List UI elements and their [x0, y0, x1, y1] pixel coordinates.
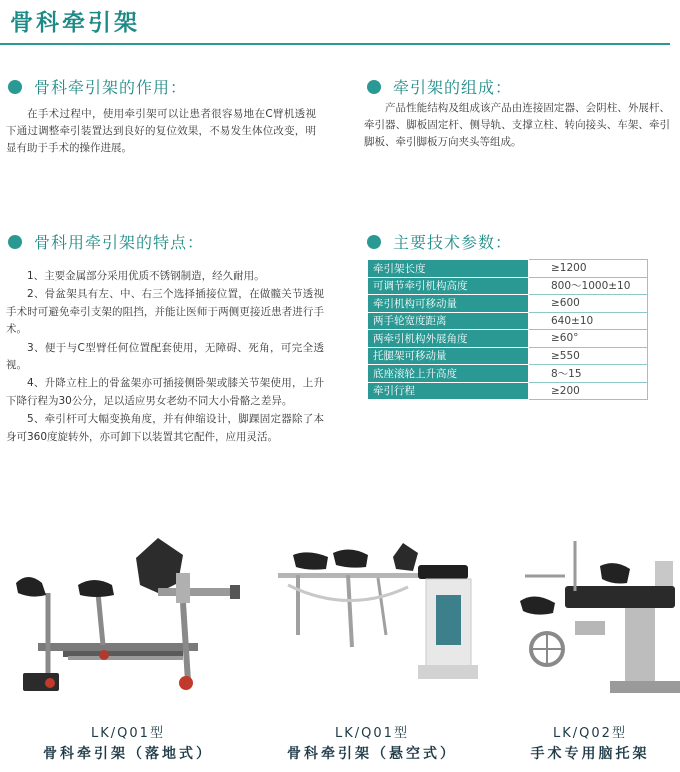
table-row: [368, 260, 648, 278]
product-model: LK/Q01型: [91, 726, 165, 741]
section-composition-text-block: [364, 100, 670, 151]
section-function-text-block: [6, 106, 316, 157]
traction-frame-floor-image: [8, 533, 248, 698]
traction-frame-suspended-image: [268, 535, 478, 690]
product-model: LK/Q01型: [335, 726, 409, 741]
spec-label: 牵引架长度: [368, 260, 529, 278]
product-name: 手术专用脑托架: [530, 746, 650, 762]
table-row: [368, 330, 648, 348]
section-specs-heading: [367, 230, 512, 253]
title-divider: [0, 43, 670, 45]
section-features-title: 骨科用牵引架的特点：: [34, 233, 205, 252]
section-composition-text: 产品性能结构及组成该产品由连接固定器、会阴柱、外展杆、牵引器、脚板固定杆、侧导轨、支撑立柱、转向接头、车架、牵引脚板、牵引脚板万向夹头等组成。: [364, 102, 670, 148]
spec-label: 牵引机构可移动量: [368, 295, 529, 313]
section-function-title: 骨科牵引架的作用：: [34, 78, 188, 97]
bullet-dot-icon: [367, 235, 381, 249]
spec-value: ≥550: [529, 347, 648, 365]
spec-table: [367, 259, 648, 400]
spec-value: ≥60°: [529, 330, 648, 348]
section-specs-title: 主要技术参数：: [393, 233, 513, 252]
bullet-dot-icon: [367, 80, 381, 94]
table-row: [368, 382, 648, 400]
spec-value: ≥600: [529, 295, 648, 313]
spec-value: 640±10: [529, 312, 648, 330]
list-item: 2、骨盆架具有左、中、右三个选择插接位置，在做髋关节透视手术时可避免牵引支架的阻挡，并能让医师于两侧更接近患者进行手术。: [6, 288, 324, 336]
product-gallery: [0, 525, 680, 715]
product-caption-1: [8, 722, 248, 763]
product-name: 骨科牵引架（落地式）: [43, 746, 213, 762]
spec-label: 可调节牵引机构高度: [368, 277, 529, 295]
spec-label: 托腿架可移动量: [368, 347, 529, 365]
list-item: 1、主要金属部分采用优质不锈钢制造，经久耐用。: [27, 270, 265, 282]
section-features-heading: [8, 230, 204, 253]
spec-label: 底座滚轮上升高度: [368, 365, 529, 383]
table-row: [368, 365, 648, 383]
spec-value: ≥200: [529, 382, 648, 400]
list-item: 3、便于与C型臂任何位置配套使用，无障碍、死角，可完全透视。: [6, 341, 324, 372]
section-composition-heading: [367, 75, 512, 98]
features-list: [6, 268, 324, 447]
spec-value: 800～1000±10: [529, 277, 648, 295]
table-row: [368, 312, 648, 330]
head-support-frame-image: [505, 531, 680, 696]
section-function-text: 在手术过程中，使用牵引架可以让患者很容易地在C臂机透视下通过调整牵引装置达到良好的复位效果，不易发生体位改变，明显有助于手术的操作进展。: [6, 108, 316, 154]
list-item: 4、升降立柱上的骨盆架亦可插接侧卧架或膝关节架使用，上升下降行程为30公分，足以适应男女老幼不同大小骨骼之差异。: [6, 377, 324, 407]
product-model: LK/Q02型: [553, 726, 627, 741]
bullet-dot-icon: [8, 235, 22, 249]
list-item: 5、牵引杆可大幅变换角度，并有伸缩设计，脚踝固定器除了本身可360度旋转外，亦可卸下以装置其它配件，应用灵活。: [6, 413, 324, 443]
spec-label: 两牵引机构外展角度: [368, 330, 529, 348]
section-composition-title: 牵引架的组成：: [393, 78, 513, 97]
spec-label: 两手轮宽度距离: [368, 312, 529, 330]
bullet-dot-icon: [8, 80, 22, 94]
product-caption-2: [248, 722, 496, 763]
spec-value: 8～15: [529, 365, 648, 383]
section-function-heading: [8, 75, 187, 98]
spec-value: ≥1200: [529, 260, 648, 278]
table-row: [368, 277, 648, 295]
product-name: 骨科牵引架（悬空式）: [287, 746, 457, 762]
page-title: 骨科牵引架: [10, 10, 140, 36]
spec-label: 牵引行程: [368, 382, 529, 400]
product-caption-3: [500, 722, 680, 763]
table-row: [368, 347, 648, 365]
table-row: [368, 295, 648, 313]
